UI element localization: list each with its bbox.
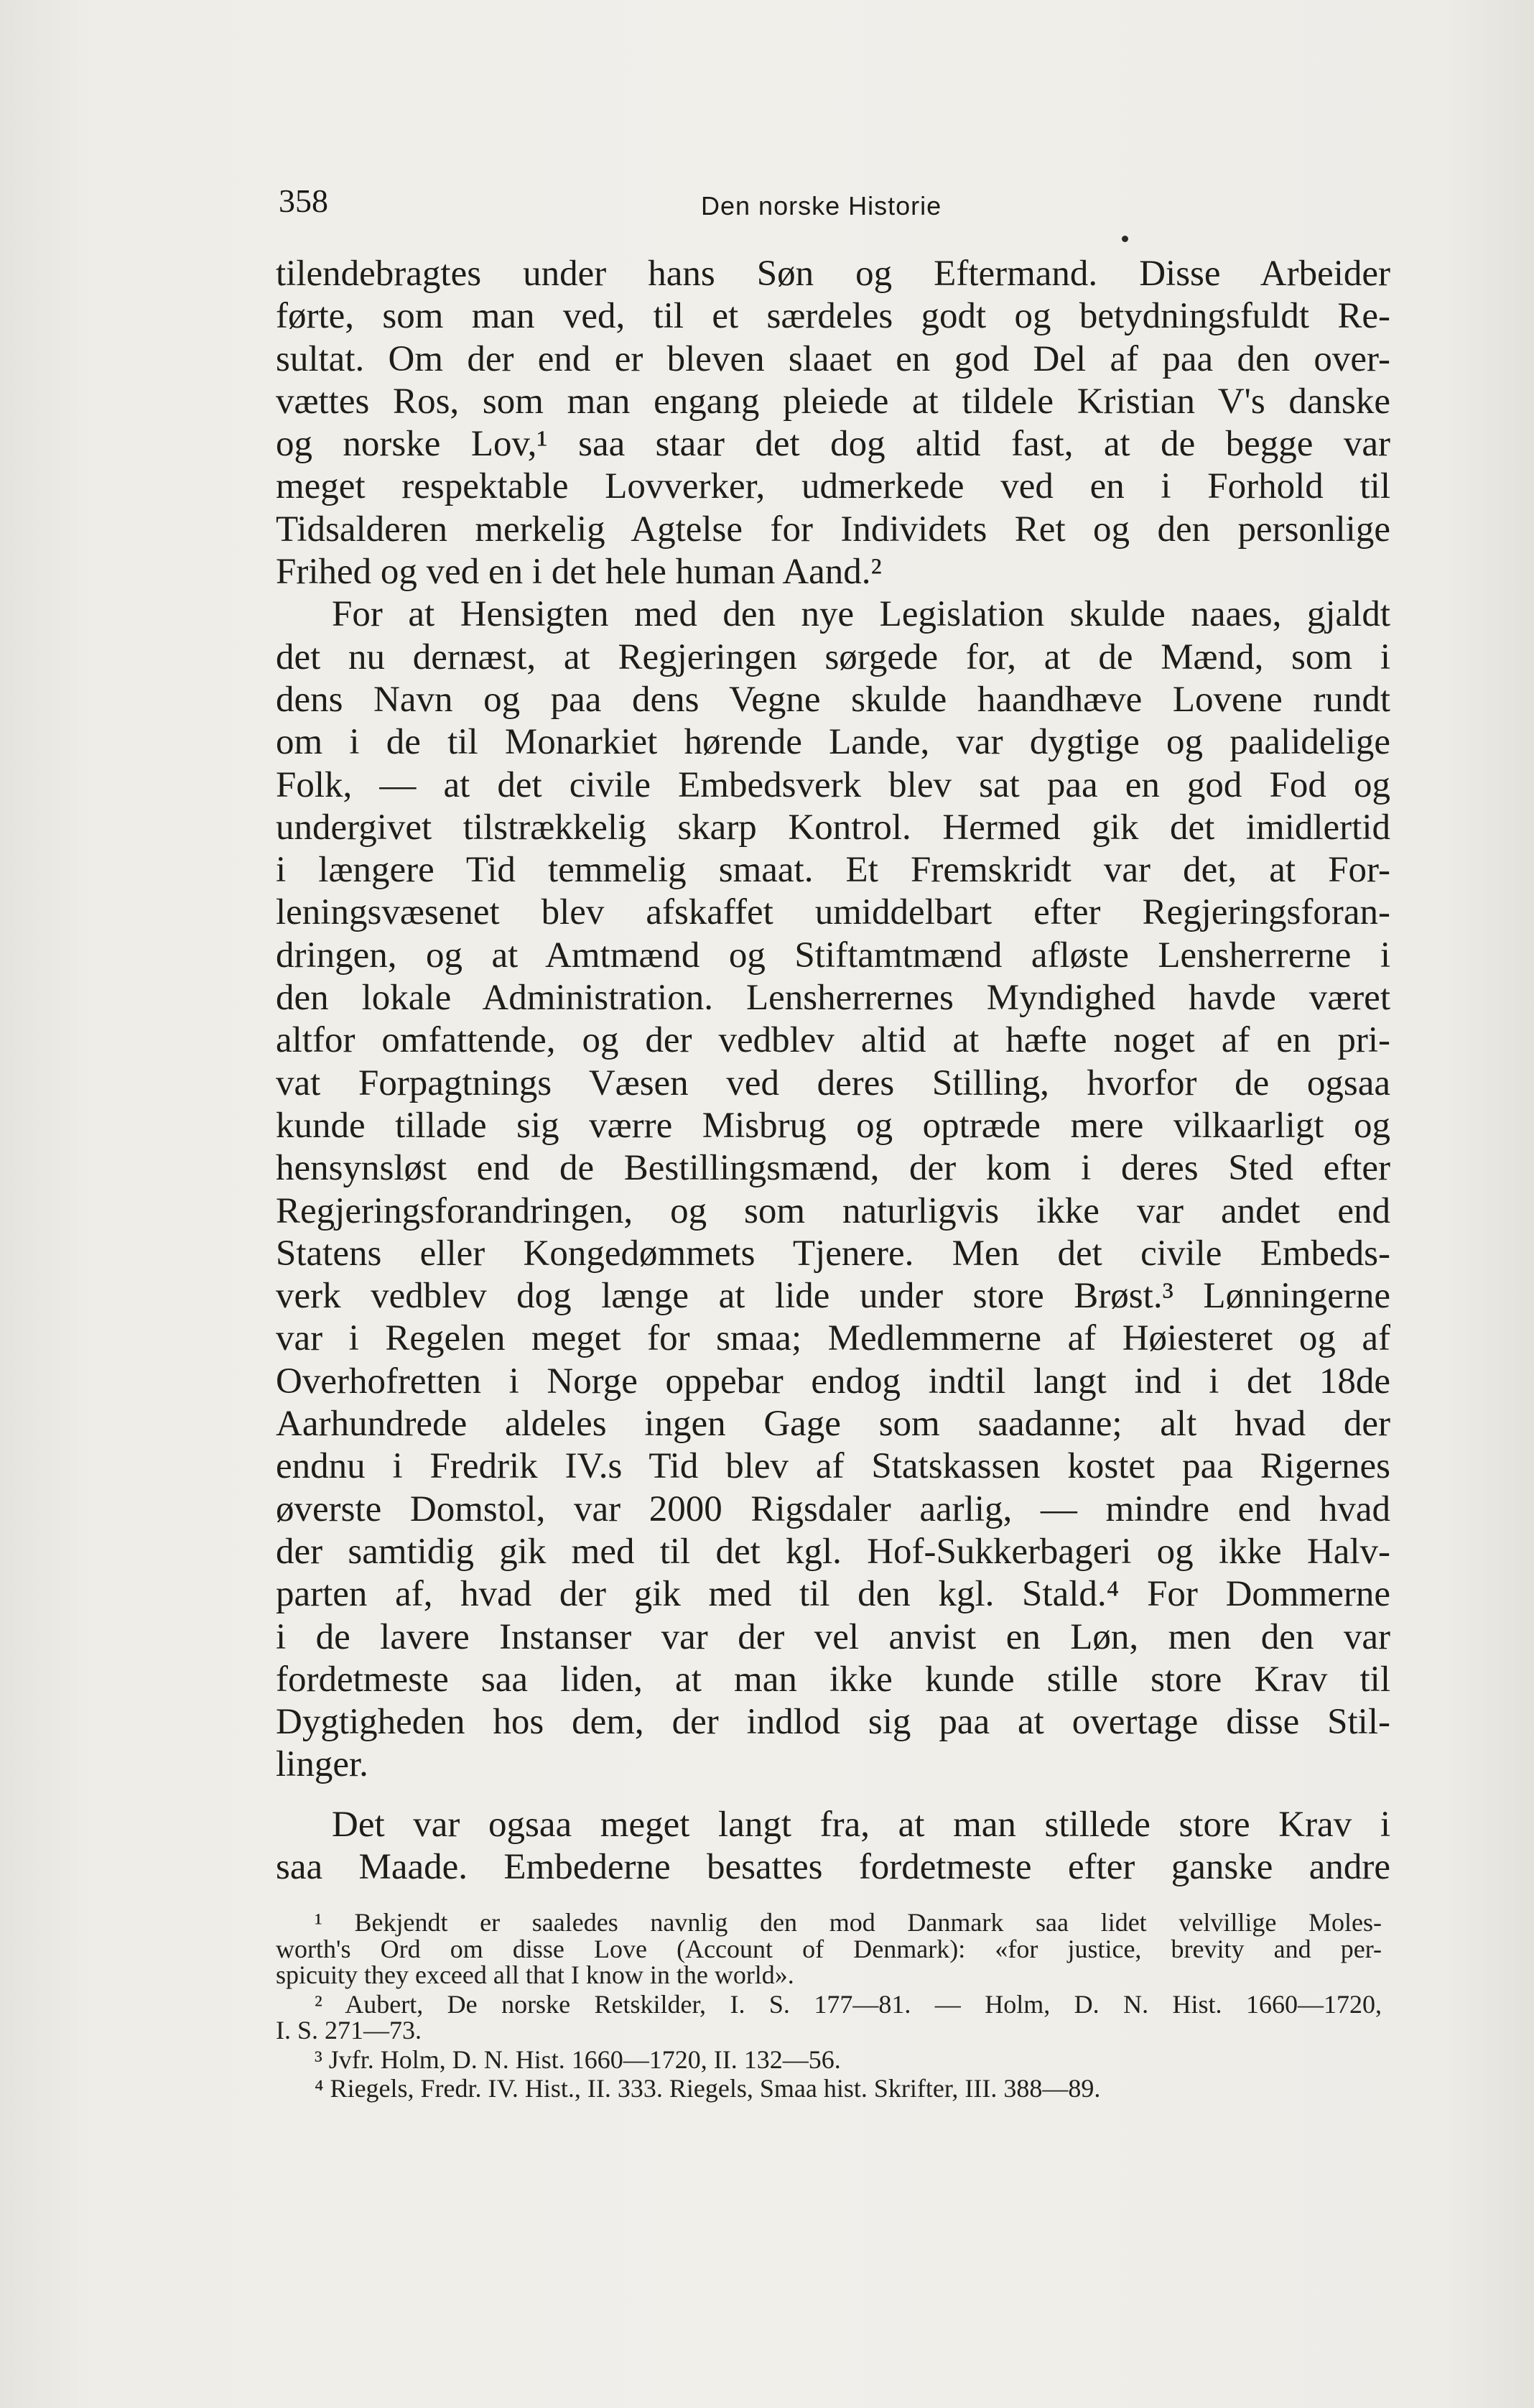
footnote-line: ⁴ Riegels, Fredr. IV. Hist., II. 333. Riegels, Smaa hist. Skrifter, III. 388—89. — [315, 2074, 1101, 2103]
footnote-line: worth's Ord om disse Love (Account of Denmark): «for justice, brevity and per- — [276, 1934, 1382, 1963]
text-line: vat Forpagtnings Væsen ved deres Stilling, hvorfor de ogsaa — [276, 1062, 1390, 1103]
page-header — [279, 180, 1385, 230]
text-line: Folk, — at det civile Embedsverk blev sat paa en god Fod og — [276, 764, 1390, 805]
text-line: i de lavere Instanser var der vel anvist en Løn, men den var — [276, 1616, 1390, 1657]
text-line: fordetmeste saa liden, at man ikke kunde stille store Krav til — [276, 1659, 1390, 1700]
text-line: Det var ogsaa meget langt fra, at man stillede store Krav i — [332, 1804, 1390, 1845]
footnote-line: ³ Jvfr. Holm, D. N. Hist. 1660—1720, II. 132—56. — [315, 2045, 841, 2074]
footnote-line: ¹ Bekjendt er saaledes navnlig den mod Danmark saa lidet velvillige Moles- — [315, 1908, 1382, 1937]
text-line: saa Maade. Embederne besattes fordetmeste efter ganske andre — [276, 1846, 1390, 1887]
text-line: dens Navn og paa dens Vegne skulde haandhæve Lovene rundt — [276, 679, 1390, 720]
text-line: kunde tillade sig værre Misbrug og optræde mere vilkaarligt og — [276, 1105, 1390, 1146]
text-line: Aarhundrede aldeles ingen Gage som saadanne; alt hvad der — [276, 1404, 1390, 1445]
text-line: dringen, og at Amtmænd og Stiftamtmænd afløste Lensherrerne i — [276, 935, 1390, 976]
text-line: linger. — [276, 1744, 368, 1785]
text-line: Statens eller Kongedømmets Tjenere. Men det civile Embeds- — [276, 1233, 1390, 1274]
text-line: og norske Lov,¹ saa staar det dog altid fast, at de begge var — [276, 424, 1390, 465]
text-line: Frihed og ved en i det hele human Aand.² — [276, 552, 882, 593]
text-line: Overhofretten i Norge oppebar endog indtil langt ind i det 18de — [276, 1361, 1390, 1402]
body-text — [276, 253, 1390, 1889]
text-line: tilendebragtes under hans Søn og Eftermand. Disse Arbeider — [276, 254, 1390, 294]
text-line: For at Hensigten med den nye Legislation skulde naaes, gjaldt — [332, 594, 1390, 635]
footnote-line: I. S. 271—73. — [276, 2016, 422, 2045]
footnote-line: ² Aubert, De norske Retskilder, I. S. 177—81. — Holm, D. N. Hist. 1660—1720, — [315, 1989, 1382, 2019]
text-line: parten af, hvad der gik med til den kgl. Stald.⁴ For Dommerne — [276, 1574, 1390, 1615]
running-head: Den norske Historie — [701, 191, 942, 221]
ink-speck — [1122, 236, 1128, 242]
text-line: altfor omfattende, og der vedblev altid at hæfte noget af en pri- — [276, 1020, 1390, 1061]
text-line: det nu dernæst, at Regjeringen sørgede for, at de Mænd, som i — [276, 636, 1390, 677]
text-line: Tidsalderen merkelig Agtelse for Individets Ret og den personlige — [276, 509, 1390, 550]
text-line: der samtidig gik med til det kgl. Hof-Sukkerbageri og ikke Halv- — [276, 1531, 1390, 1572]
page-number: 358 — [279, 182, 328, 219]
text-line: leningsvæsenet blev afskaffet umiddelbart efter Regjeringsforan- — [276, 892, 1390, 933]
text-line: førte, som man ved, til et særdeles godt og betydningsfuldt Re- — [276, 296, 1390, 337]
text-line: i længere Tid temmelig smaat. Et Fremskridt var det, at For- — [276, 850, 1390, 891]
text-line: meget respektable Lovverker, udmerkede ved en i Forhold til — [276, 466, 1390, 507]
text-line: om i de til Monarkiet hørende Lande, var dygtige og paalidelige — [276, 722, 1390, 763]
text-line: sultat. Om der end er bleven slaaet en god Del af paa den over- — [276, 338, 1390, 379]
text-line: verk vedblev dog længe at lide under store Brøst.³ Lønningerne — [276, 1276, 1390, 1317]
text-line: hensynsløst end de Bestillingsmænd, der kom i deres Sted efter — [276, 1148, 1390, 1189]
footnotes — [276, 1909, 1382, 2102]
text-line: var i Regelen meget for smaa; Medlemmerne af Høiesteret og af — [276, 1318, 1390, 1359]
text-line: den lokale Administration. Lensherrernes Myndighed havde været — [276, 978, 1390, 1019]
text-line: øverste Domstol, var 2000 Rigsdaler aarlig, — mindre end hvad — [276, 1488, 1390, 1529]
text-line: undergivet tilstrækkelig skarp Kontrol. Hermed gik det imidlertid — [276, 807, 1390, 848]
footnote-line: spicuity they exceed all that I know in the world». — [276, 1960, 794, 1989]
text-line: Dygtigheden hos dem, der indlod sig paa at overtage disse Stil- — [276, 1702, 1390, 1743]
text-line: vættes Ros, som man engang pleiede at tildele Kristian V's danske — [276, 381, 1390, 422]
text-line: Regjeringsforandringen, og som naturligvis ikke var andet end — [276, 1190, 1390, 1231]
text-line: endnu i Fredrik IV.s Tid blev af Statskassen kostet paa Rigernes — [276, 1446, 1390, 1487]
